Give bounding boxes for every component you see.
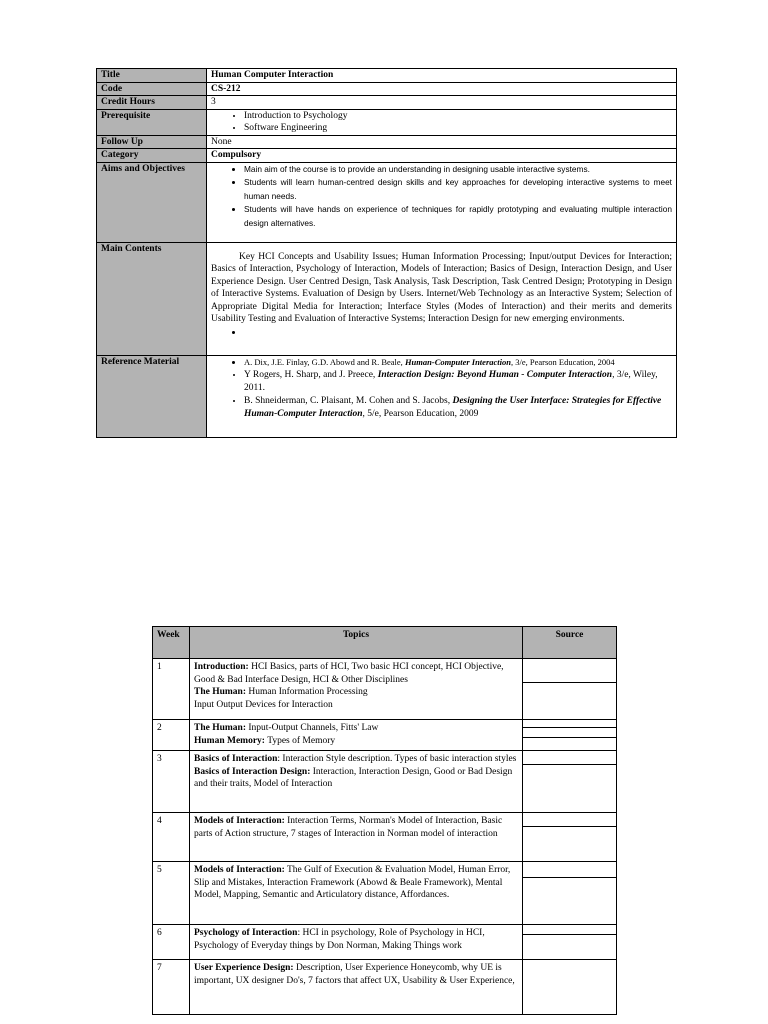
category-value: Compulsory bbox=[207, 149, 677, 163]
ref-authors: Y Rogers, H. Sharp, and J. Preece, bbox=[244, 370, 378, 380]
source-subcell bbox=[523, 862, 616, 878]
week-row bbox=[153, 862, 617, 925]
week-source bbox=[523, 960, 617, 1015]
source-subcell bbox=[523, 765, 616, 812]
topic-line bbox=[194, 864, 518, 902]
follow-up-label: Follow Up bbox=[97, 135, 207, 149]
week-row bbox=[153, 960, 617, 1015]
week-topics bbox=[190, 720, 523, 751]
topic-text: Input-Output Channels, Fitts' Law bbox=[246, 723, 379, 733]
week-source bbox=[523, 813, 617, 862]
ref-authors: A. Dix, J.E. Finlay, G.D. Abowd and R. Beale, bbox=[244, 356, 405, 367]
source-subcell bbox=[523, 827, 616, 861]
week-topics bbox=[190, 862, 523, 925]
aims-cell bbox=[207, 162, 677, 242]
week-number: 3 bbox=[153, 751, 190, 813]
topic-line bbox=[194, 753, 518, 766]
week-row bbox=[153, 813, 617, 862]
source-subcell bbox=[523, 659, 616, 683]
aim-item: • Main aim of the course is to provide an understanding in designing usable interactive systems. bbox=[244, 163, 672, 177]
course-info-table bbox=[96, 68, 677, 438]
source-header: Source bbox=[523, 627, 617, 659]
aims-list bbox=[211, 163, 672, 231]
topic-heading: Psychology of Interaction bbox=[194, 928, 298, 938]
week-row bbox=[153, 720, 617, 751]
reference-list bbox=[211, 356, 672, 421]
topic-heading: The Human: bbox=[194, 687, 246, 697]
topic-line bbox=[194, 735, 518, 748]
topic-text: Input Output Devices for Interaction bbox=[194, 699, 333, 710]
week-number: 1 bbox=[153, 659, 190, 720]
topic-heading: The Human: bbox=[194, 723, 246, 733]
prerequisite-item: • Introduction to Psychology bbox=[244, 110, 672, 123]
aim-item: • Students will have hands on experience of techniques for rapidly prototyping and evaluating multiple interaction design alternatives. bbox=[244, 203, 672, 230]
week-number: 6 bbox=[153, 925, 190, 960]
topic-line bbox=[194, 962, 518, 987]
topic-text: : Interaction Style description. Types of basic interaction styles bbox=[277, 754, 517, 764]
source-subcell bbox=[523, 751, 616, 765]
main-contents-cell bbox=[207, 242, 677, 355]
credit-hours-value: 3 bbox=[207, 96, 677, 110]
ref-title: Human-Computer Interaction bbox=[404, 356, 511, 367]
week-row bbox=[153, 925, 617, 960]
topic-line bbox=[194, 686, 518, 699]
topic-text: The Gulf of Execution & Evaluation Model, Human Error, Slip and Mistakes, Interaction Framework (Abowd & Beale Framework), Mental Model, Mapping, Semantic and Articulatory distance, Affordances. bbox=[194, 865, 511, 900]
prerequisite-cell bbox=[207, 109, 677, 135]
week-source bbox=[523, 925, 617, 960]
topic-line bbox=[194, 927, 518, 952]
topic-heading: User Experience Design: bbox=[194, 963, 294, 973]
empty-bullet bbox=[244, 326, 672, 340]
category-label: Category bbox=[97, 149, 207, 163]
week-number: 2 bbox=[153, 720, 190, 751]
week-row bbox=[153, 659, 617, 720]
topic-heading: Basics of Interaction bbox=[194, 754, 278, 764]
topic-text: Interaction Terms, Norman's Model of Interaction, Basic parts of Action structure, 7 stages of Interaction in Norman model of interaction bbox=[194, 816, 503, 839]
main-contents-label: Main Contents bbox=[97, 242, 207, 355]
topics-header: Topics bbox=[190, 627, 523, 659]
main-contents-empty-bullet bbox=[211, 326, 672, 340]
topic-text: Interaction, Interaction Design, Good or Bad Design and their traits, Model of Interaction bbox=[194, 766, 513, 789]
topic-text: Human Information Processing bbox=[246, 687, 368, 697]
credit-hours-label: Credit Hours bbox=[97, 96, 207, 110]
weekly-schedule-table bbox=[152, 626, 617, 1015]
topic-heading: Models of Interaction: bbox=[194, 816, 285, 826]
reference-label: Reference Material bbox=[97, 355, 207, 437]
aim-item: • Students will learn human-centred design skills and key approaches for developing interactive systems to meet human needs. bbox=[244, 176, 672, 203]
main-contents-text: Key HCI Concepts and Usability Issues; Human Information Processing; Input/output Devices for Interaction; Basics of Interaction, Psychology of Interaction, Models of Interaction; Basics of Design, Interaction Design, and User Experience Design. User Centred Design, Task Analysis, Task Description, Task Centred Design; Prototyping in Design of Interactive Systems. Evaluation of Design by Users. Internet/Web Technology as an Interactive System; Selection of Appropriate Digital Media for Interaction; Interface Styles (Modes of Interaction) and their merits and demerits Usability Testing and Evaluation of Interactive Systems; Interaction Design for new emerging environments. bbox=[211, 251, 672, 324]
week-source bbox=[523, 751, 617, 813]
topic-line bbox=[194, 699, 518, 712]
week-number: 5 bbox=[153, 862, 190, 925]
title-label: Title bbox=[97, 69, 207, 83]
prerequisite-item: • Software Engineering bbox=[244, 122, 672, 135]
ref-edition: , 3/e, Pearson Education, 2004 bbox=[510, 356, 615, 367]
ref-title: Interaction Design: Beyond Human - Computer Interaction bbox=[377, 370, 613, 380]
topic-line bbox=[194, 815, 518, 840]
ref-title: Designing the User Interface: Strategies for Effective Human-Computer Interaction bbox=[244, 396, 662, 419]
week-rows bbox=[153, 659, 617, 1015]
topic-heading: Introduction: bbox=[194, 662, 249, 672]
topic-text: Types of Memory bbox=[264, 735, 336, 746]
reference-cell bbox=[207, 355, 677, 437]
prerequisite-list bbox=[211, 110, 672, 135]
week-topics bbox=[190, 751, 523, 813]
topic-line bbox=[194, 722, 518, 735]
course-title: Human Computer Interaction bbox=[207, 69, 677, 83]
aims-label: Aims and Objectives bbox=[97, 162, 207, 242]
source-subcell bbox=[523, 925, 616, 935]
reference-item bbox=[244, 369, 672, 394]
follow-up-value: None bbox=[207, 135, 677, 149]
week-topics bbox=[190, 960, 523, 1015]
course-code: CS-212 bbox=[207, 82, 677, 96]
week-source bbox=[523, 720, 617, 751]
topic-line bbox=[194, 766, 518, 791]
week-header: Week bbox=[153, 627, 190, 659]
topic-text: : HCI in psychology, Role of Psychology in HCI, Psychology of Everyday things by Don Norman, Making Things work bbox=[194, 928, 485, 951]
source-subcell bbox=[523, 813, 616, 827]
source-subcell bbox=[523, 728, 616, 738]
ref-edition: , 3/e, Wiley, 2011. bbox=[244, 370, 658, 393]
ref-edition: , 5/e, Pearson Education, 2009 bbox=[362, 408, 479, 419]
source-subcell bbox=[523, 738, 616, 750]
week-number: 7 bbox=[153, 960, 190, 1015]
source-subcell bbox=[523, 935, 616, 959]
ref-authors: B. Shneiderman, C. Plaisant, M. Cohen and S. Jacobs, bbox=[244, 396, 453, 406]
week-source bbox=[523, 862, 617, 925]
reference-item bbox=[244, 356, 672, 369]
source-subcell bbox=[523, 878, 616, 924]
week-topics bbox=[190, 813, 523, 862]
week-topics bbox=[190, 925, 523, 960]
week-source bbox=[523, 659, 617, 720]
topic-heading: Human Memory: bbox=[194, 735, 265, 746]
topic-heading: Models of Interaction: bbox=[194, 865, 285, 875]
code-label: Code bbox=[97, 82, 207, 96]
source-subcell bbox=[523, 720, 616, 728]
topic-text: Description, User Experience Honeycomb, why UE is important, UX designer Do's, 7 factors that affect UX, Usability & User Experience, bbox=[194, 963, 515, 986]
topic-text: HCI Basics, parts of HCI, Two basic HCI concept, HCI Objective, Good & Bad Interface Design, HCI & Other Disciplines bbox=[194, 662, 504, 685]
week-topics bbox=[190, 659, 523, 720]
source-subcell bbox=[523, 683, 616, 719]
week-number: 4 bbox=[153, 813, 190, 862]
source-subcell bbox=[523, 960, 616, 1014]
topic-line bbox=[194, 661, 518, 686]
prerequisite-label: Prerequisite bbox=[97, 109, 207, 135]
week-row bbox=[153, 751, 617, 813]
reference-item bbox=[244, 395, 672, 420]
topic-heading: Basics of Interaction Design: bbox=[194, 766, 311, 777]
